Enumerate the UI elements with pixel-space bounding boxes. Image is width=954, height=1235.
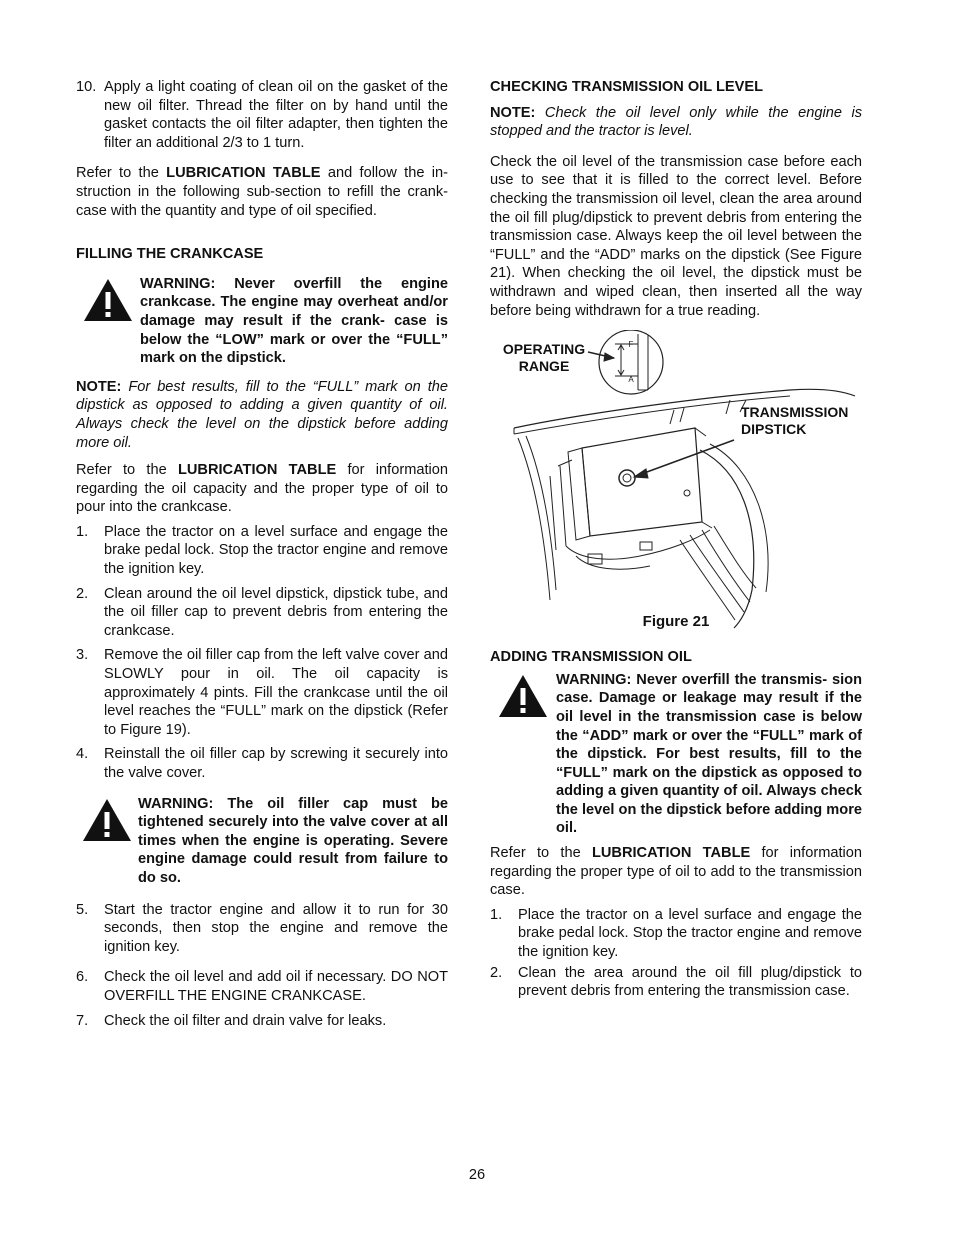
refer-paragraph-3: Refer to the LUBRICATION TABLE for information regarding the proper type of oil to add to the transmission case.	[490, 845, 862, 899]
step-7: 7. Check the oil filter and drain valve for leaks.	[76, 1012, 387, 1029]
page-number: 26	[468, 1167, 486, 1183]
transmission-step-1: 1. Place the tractor on a level surface and engage the brake pedal lock. Stop the tractor engine and remove the ignition key.	[490, 906, 862, 961]
warning-icon	[76, 275, 140, 368]
step-3: 3. Remove the oil filler cap from the left valve cover and SLOWLY pour in oil. The oil capacity is approximately 4 pints. Fill the crankcase until the oil level reaches the “FULL” mark on the dipstick (Refer to Figure 19).	[76, 647, 448, 738]
steps-list-b	[76, 901, 448, 1031]
operating-range-label-1: OPERATING	[502, 341, 586, 358]
note-1: NOTE: For best results, fill to the “FULL” mark on the dipstick as opposed to adding a given quantity of oil. Always check the level on the dipstick before adding more oil.	[76, 378, 448, 451]
warning-icon	[490, 671, 556, 838]
tractor-transmission-illustration	[490, 330, 862, 630]
step-1: 1. Place the tractor on a level surface and engage the brake pedal lock. Stop the tractor engine and remove the ignition key.	[76, 523, 448, 578]
step-4: 4. Reinstall the oil filler cap by screwing it securely into the valve cover.	[76, 746, 448, 781]
steps-list-a	[76, 523, 448, 783]
warning-block-1	[76, 275, 448, 368]
warning-text-2: WARNING: The oil filler cap must be tightened securely into the valve cover at all times when the engine is operating. Severe engine damage could result from failure to do so.	[138, 795, 448, 886]
step-5: 5. Start the tractor engine and allow it to run for 30 seconds, then stop the engine and remove the ignition key.	[76, 901, 448, 955]
adding-heading: ADDING TRANSMISSION OIL	[490, 649, 692, 666]
transmission-step-2: 2. Clean the area around the oil fill plug/dipstick to prevent debris from entering the transmission case.	[490, 964, 862, 1000]
step-2: 2. Clean around the oil level dipstick, dipstick tube, and the oil filler cap to prevent debris from entering the crankcase.	[76, 585, 448, 639]
figure-caption: Figure 21	[642, 613, 710, 631]
filling-crankcase-heading: FILLING THE CRANKCASE	[76, 246, 264, 263]
figure-21	[490, 330, 862, 630]
transmission-dipstick-label-2: DIPSTICK	[741, 421, 807, 438]
steps-list-transmission	[490, 906, 862, 1001]
step-number: 10.	[76, 79, 97, 95]
right-column	[490, 78, 862, 1001]
step-6: 6. Check the oil level and add oil if necessary. DO NOT OVERFILL THE ENGINE CRANKCASE.	[76, 969, 448, 1004]
check-paragraph: Check the oil level of the transmission case before each use to see that it is filled to the correct level. Before checking the transmission oil level, clean the area around the oil fill plug/dipstick to prevent debris from entering the transmission case. Always keep the oil level between the “FULL” and the “ADD” marks on the dipstick (See Figure 21). When checking the oil level, the dipstick must be withdrawn and wiped clean, then inserted all the way before being withdrawn for a true reading.	[490, 153, 862, 319]
mark-f: F	[628, 340, 634, 350]
refer-paragraph-2: Refer to the LUBRICATION TABLE for information regarding the oil capacity and the proper type of oil to pour into the crankcase.	[76, 462, 448, 516]
warning-icon	[76, 795, 138, 888]
transmission-dipstick-label-1: TRANSMISSION	[741, 404, 849, 421]
warning-block-2	[76, 795, 448, 888]
warning-block-3	[490, 671, 862, 838]
step-10	[76, 78, 448, 152]
step-text: Apply a light coating of clean oil on the gasket of the new oil filter. Thread the filter on by hand until the gasket contacts the oil filter adapter, then tighten the filter an additional 2/3 to 1 turn.	[104, 79, 448, 151]
warning-text-1: WARNING: Never overfill the engine crankcase. The engine may overheat and/or damage may result if the crank- case is below the “LOW” mark or over the “FULL” mark on the dipstick.	[140, 275, 448, 367]
mark-a: A	[628, 375, 634, 385]
warning-text-3: WARNING: Never overfill the transmis- sion case. Damage or leakage may result if the oil level in the transmission case is below the “ADD” mark or over the “FULL” mark of the dipstick. For best results, fill to the “FULL” mark on the dipstick as opposed to adding a given quantity of oil. Always check the level on the dipstick before adding more oil.	[556, 671, 862, 837]
note-2: NOTE: Check the oil level only while the engine is stopped and the tractor is level.	[490, 104, 862, 140]
left-column	[76, 78, 448, 1030]
refer-paragraph-1: Refer to the LUBRICATION TABLE and follow the in- struction in the following sub-section to refill the crank- case with the quantity and type of oil specified.	[76, 165, 449, 219]
operating-range-label-2: RANGE	[518, 358, 570, 375]
checking-heading: CHECKING TRANSMISSION OIL LEVEL	[490, 79, 763, 95]
